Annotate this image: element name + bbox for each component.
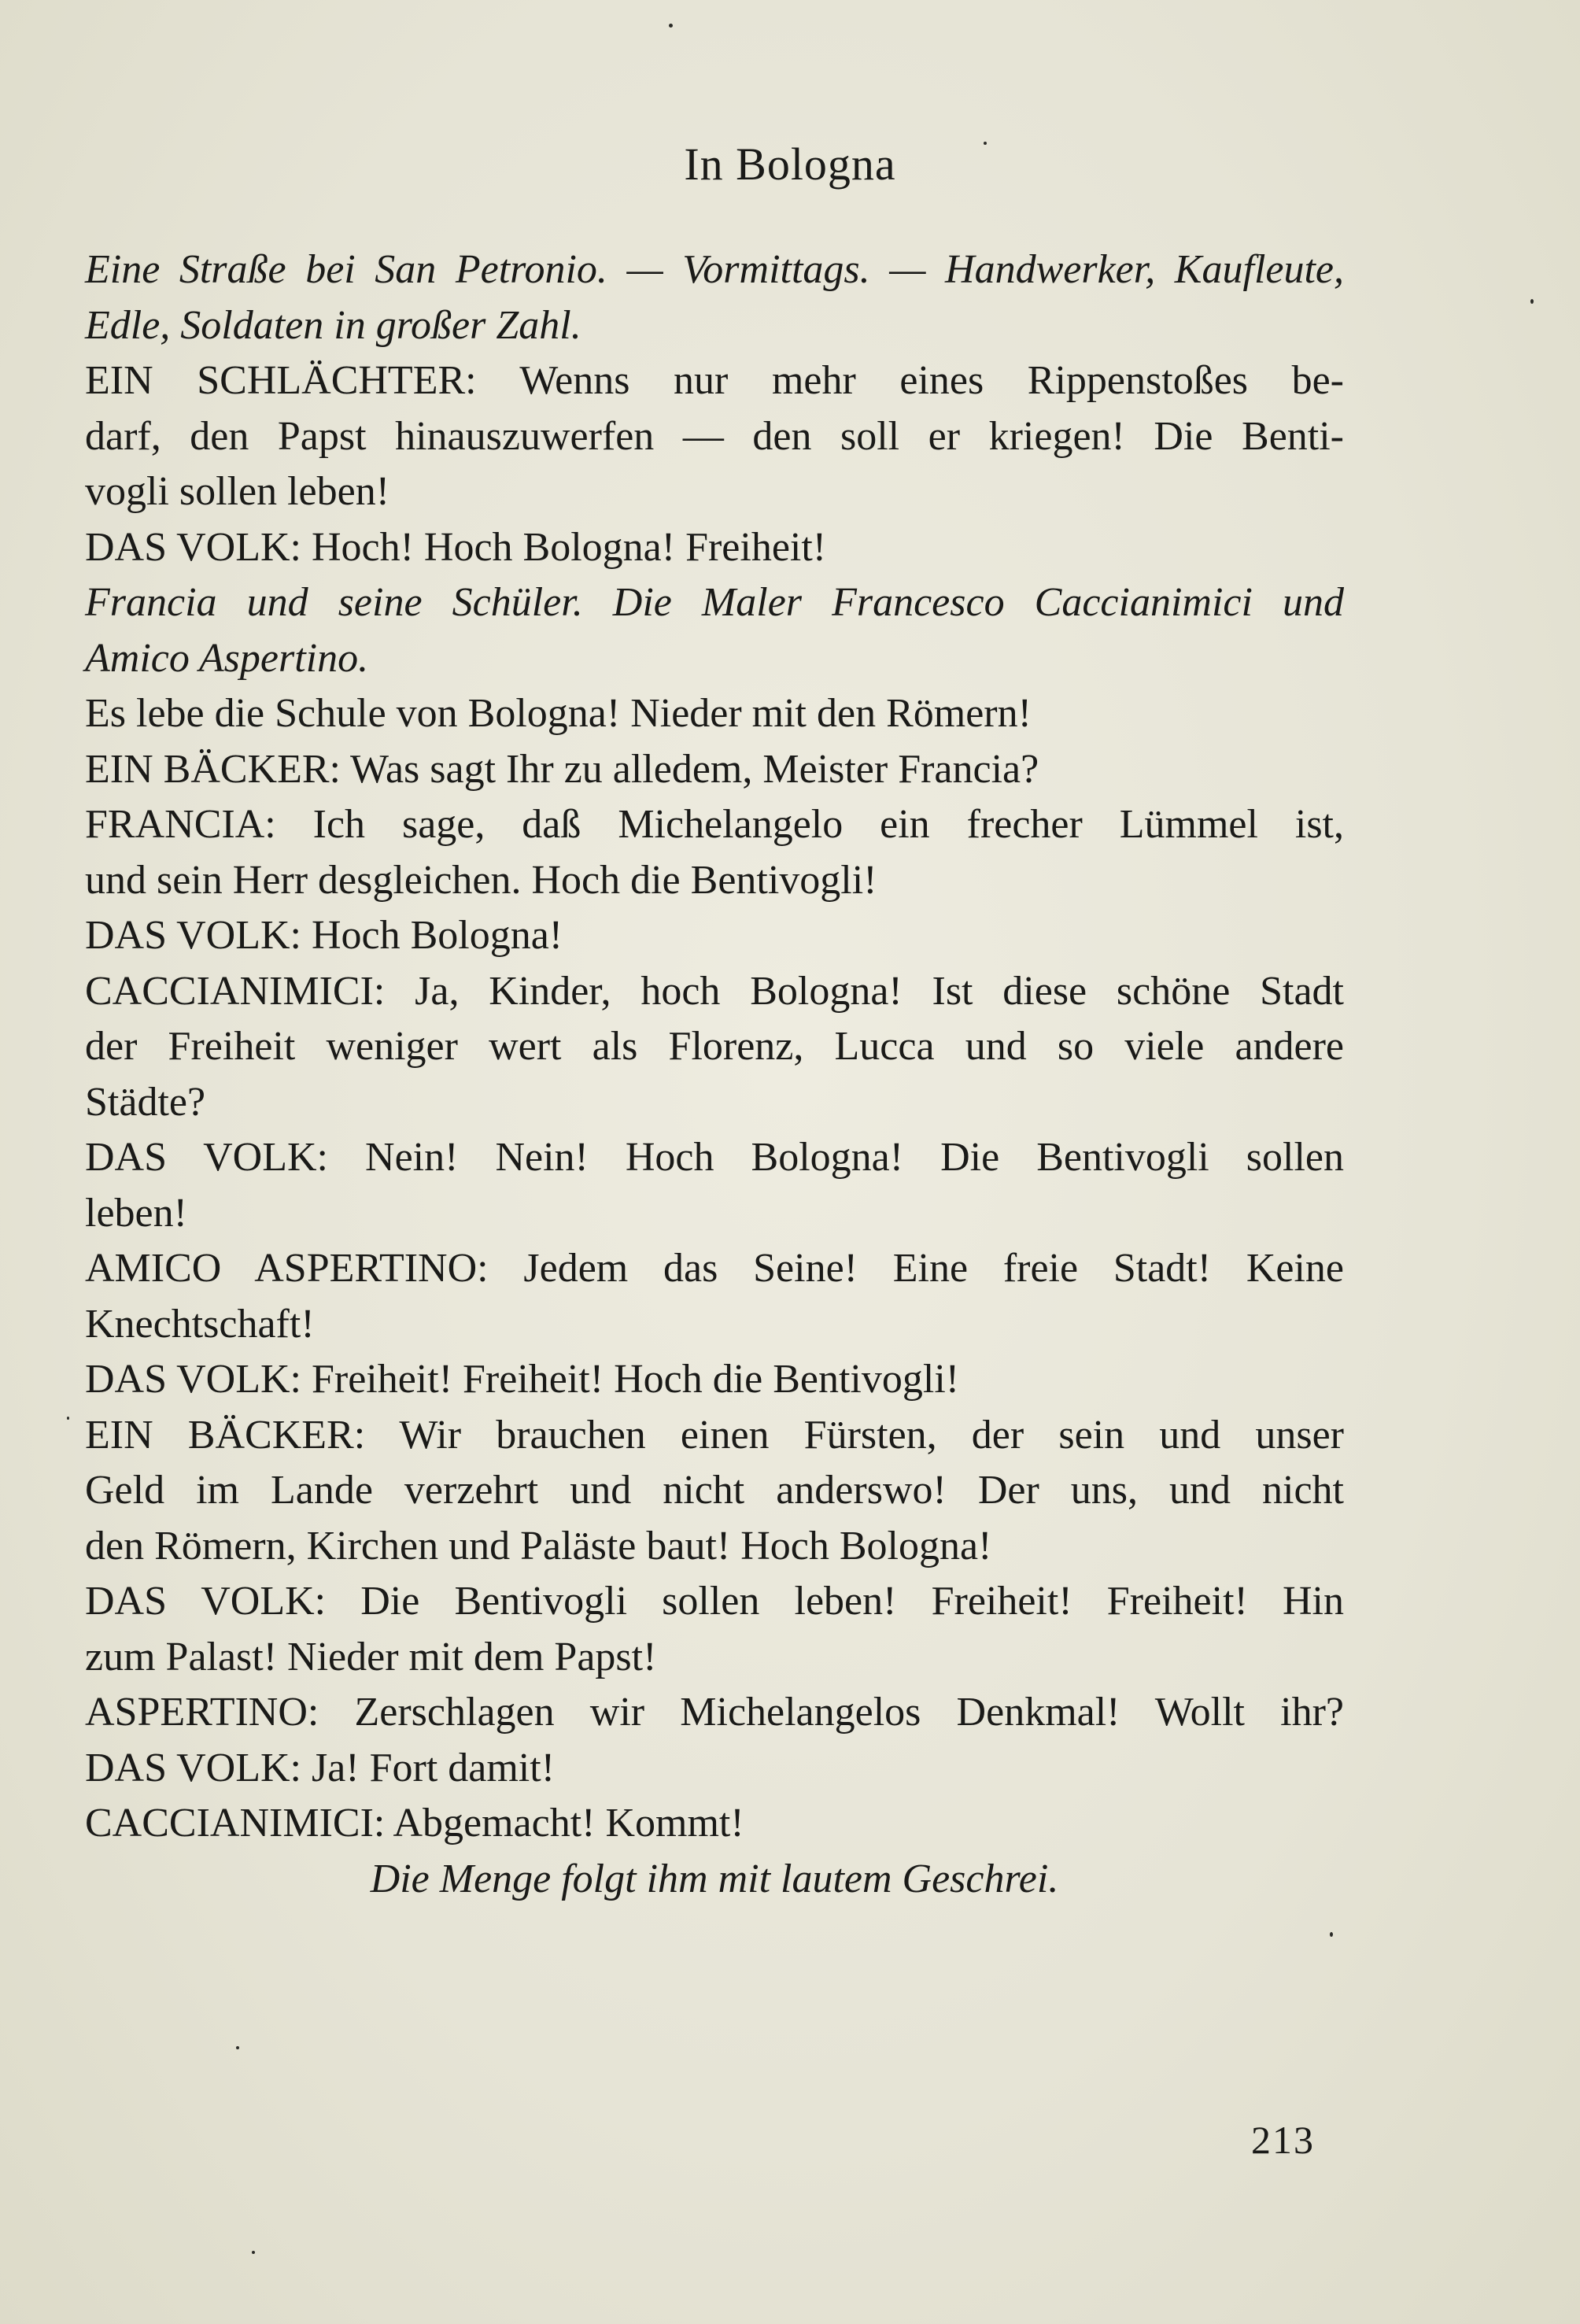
text-line: und sein Herr desgleichen. Hoch die Bentivogli!	[85, 857, 877, 903]
text-line: den Römern, Kirchen und Paläste baut! Hoch Bologna!	[85, 1523, 992, 1568]
text-line: Edle, Soldaten in großer Zahl.	[85, 302, 581, 348]
text-line: AMICO ASPERTINO: Jedem das Seine! Eine freie Stadt! Keine	[85, 1246, 1344, 1291]
text-line: CACCIANIMICI: Abgemacht! Kommt!	[85, 1801, 744, 1846]
text-line: EIN BÄCKER: Was sagt Ihr zu alledem, Meister Francia?	[85, 746, 1039, 792]
paper-speck	[669, 24, 673, 28]
text-line: Francia und seine Schüler. Die Maler Francesco Caccianimici und	[85, 580, 1344, 625]
paper-speck	[67, 1417, 69, 1420]
text-line: Städte?	[85, 1079, 206, 1125]
page-title: In Bologna	[684, 139, 896, 190]
text-line: FRANCIA: Ich sage, daß Michelangelo ein frecher Lümmel ist,	[85, 802, 1344, 847]
text-line: ASPERTINO: Zerschlagen wir Michelangelos Denkmal! Wollt ihr?	[85, 1690, 1344, 1735]
text-line: EIN SCHLÄCHTER: Wenns nur mehr eines Rippenstoßes be-	[85, 358, 1344, 403]
text-line: DAS VOLK: Nein! Nein! Hoch Bologna! Die Bentivogli sollen	[85, 1135, 1344, 1180]
paper-speck	[236, 2046, 239, 2049]
paper-speck	[1330, 1932, 1333, 1937]
text-line: DAS VOLK: Freiheit! Freiheit! Hoch die Bentivogli!	[85, 1357, 960, 1402]
text-line: darf, den Papst hinauszuwerfen — den soll er kriegen! Die Benti-	[85, 413, 1344, 459]
text-line: der Freiheit weniger wert als Florenz, Lucca und so viele andere	[85, 1024, 1344, 1069]
text-line: Knechtschaft!	[85, 1301, 315, 1347]
text-line: Es lebe die Schule von Bologna! Nieder mit den Römern!	[85, 691, 1032, 736]
text-line: Amico Aspertino.	[85, 635, 369, 681]
paper-speck	[984, 142, 987, 145]
text-line: vogli sollen leben!	[85, 469, 390, 514]
text-line: DAS VOLK: Die Bentivogli sollen leben! Freiheit! Freiheit! Hin	[85, 1579, 1344, 1624]
text-line: DAS VOLK: Hoch! Hoch Bologna! Freiheit!	[85, 524, 827, 570]
stage-direction: Die Menge folgt ihm mit lautem Geschrei.	[370, 1856, 1059, 1901]
page-number: 213	[1251, 2118, 1315, 2162]
text-line: Geld im Lande verzehrt und nicht anderswo! Der uns, und nicht	[85, 1468, 1344, 1513]
text-line: DAS VOLK: Ja! Fort damit!	[85, 1745, 556, 1790]
text-line: Eine Straße bei San Petronio. — Vormittags. — Handwerker, Kaufleute,	[85, 247, 1344, 292]
scene-text	[85, 242, 1344, 1907]
paper-speck	[252, 2251, 255, 2254]
text-line: CACCIANIMICI: Ja, Kinder, hoch Bologna! Ist diese schöne Stadt	[85, 968, 1344, 1014]
text-line: DAS VOLK: Hoch Bologna!	[85, 913, 563, 958]
paper-speck	[1530, 299, 1534, 304]
text-line: leben!	[85, 1190, 187, 1236]
text-line: zum Palast! Nieder mit dem Papst!	[85, 1634, 657, 1679]
text-line: EIN BÄCKER: Wir brauchen einen Fürsten, der sein und unser	[85, 1412, 1344, 1458]
